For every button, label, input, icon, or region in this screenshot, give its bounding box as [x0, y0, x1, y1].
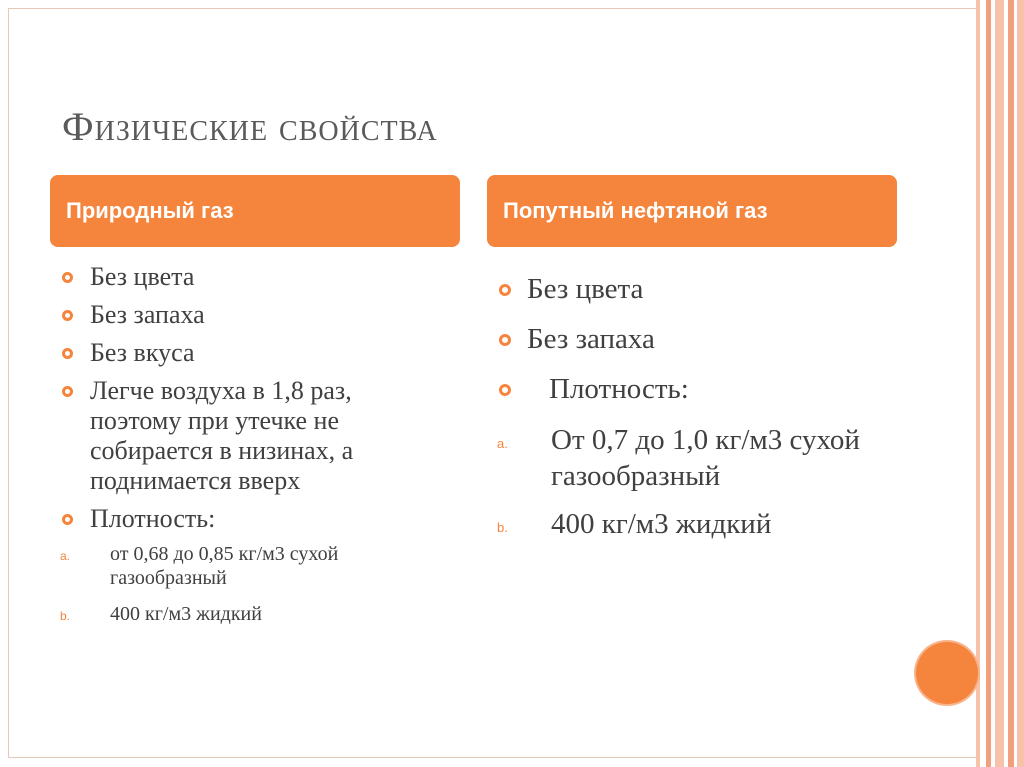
list-item-text: Легче воздуха в 1,8 раз, поэтому при утечке не собирается в низинах, а поднимается вверх — [90, 376, 354, 495]
header-associated-gas — [487, 175, 897, 247]
list-item-text: Без запаха — [90, 300, 205, 329]
stripe — [1017, 0, 1024, 767]
list-item — [60, 300, 480, 330]
list-item — [60, 262, 480, 292]
header-natural-gas — [50, 175, 460, 247]
list-item — [60, 504, 480, 534]
sub-item-text: 400 кг/м3 жидкий — [551, 508, 772, 540]
header-label: Попутный нефтяной газ — [503, 198, 768, 223]
bullet-icon — [499, 334, 511, 346]
bullet-icon — [62, 514, 73, 525]
bullet-icon — [499, 284, 511, 296]
list-item — [60, 376, 420, 496]
sub-list-item — [60, 602, 480, 626]
list-item-text: Без цвета — [527, 273, 644, 305]
bullet-icon — [62, 272, 73, 283]
list-item-text: Без запаха — [527, 323, 655, 355]
slide-title: Физические свойства — [62, 104, 438, 149]
list-item-text: Плотность: — [90, 504, 216, 533]
sub-item-marker: b. — [60, 609, 71, 623]
sub-item-text: 400 кг/м3 жидкий — [110, 603, 262, 625]
decorative-stripes — [976, 0, 1024, 767]
list-item-text: Плотность: — [549, 373, 689, 405]
sub-list-item — [60, 542, 450, 590]
list-item-text: Без цвета — [90, 262, 195, 291]
sub-item-text: От 0,7 до 1,0 кг/м3 сухой газообразный — [551, 424, 860, 492]
natural-gas-list — [60, 262, 480, 638]
stripe — [995, 0, 1004, 767]
sub-item-marker: b. — [497, 520, 508, 535]
bullet-icon — [62, 310, 73, 321]
sub-item-marker: a. — [60, 549, 71, 563]
header-label: Природный газ — [66, 198, 234, 223]
bullet-icon — [62, 386, 73, 397]
stripe — [1008, 0, 1014, 767]
list-item — [497, 372, 927, 406]
stripe — [986, 0, 991, 767]
list-item — [497, 322, 927, 356]
decorative-circle — [916, 642, 978, 704]
bullet-icon — [62, 348, 73, 359]
stripe — [976, 0, 980, 767]
bullet-icon — [499, 384, 511, 396]
list-item-text: Без вкуса — [90, 338, 195, 367]
list-item — [497, 272, 927, 306]
sub-list-item — [497, 422, 891, 494]
sub-item-marker: a. — [497, 436, 508, 451]
sub-list-item — [497, 506, 927, 542]
sub-item-text: от 0,68 до 0,85 кг/м3 сухой газообразный — [110, 543, 339, 589]
associated-gas-list — [497, 272, 927, 554]
list-item — [60, 338, 480, 368]
